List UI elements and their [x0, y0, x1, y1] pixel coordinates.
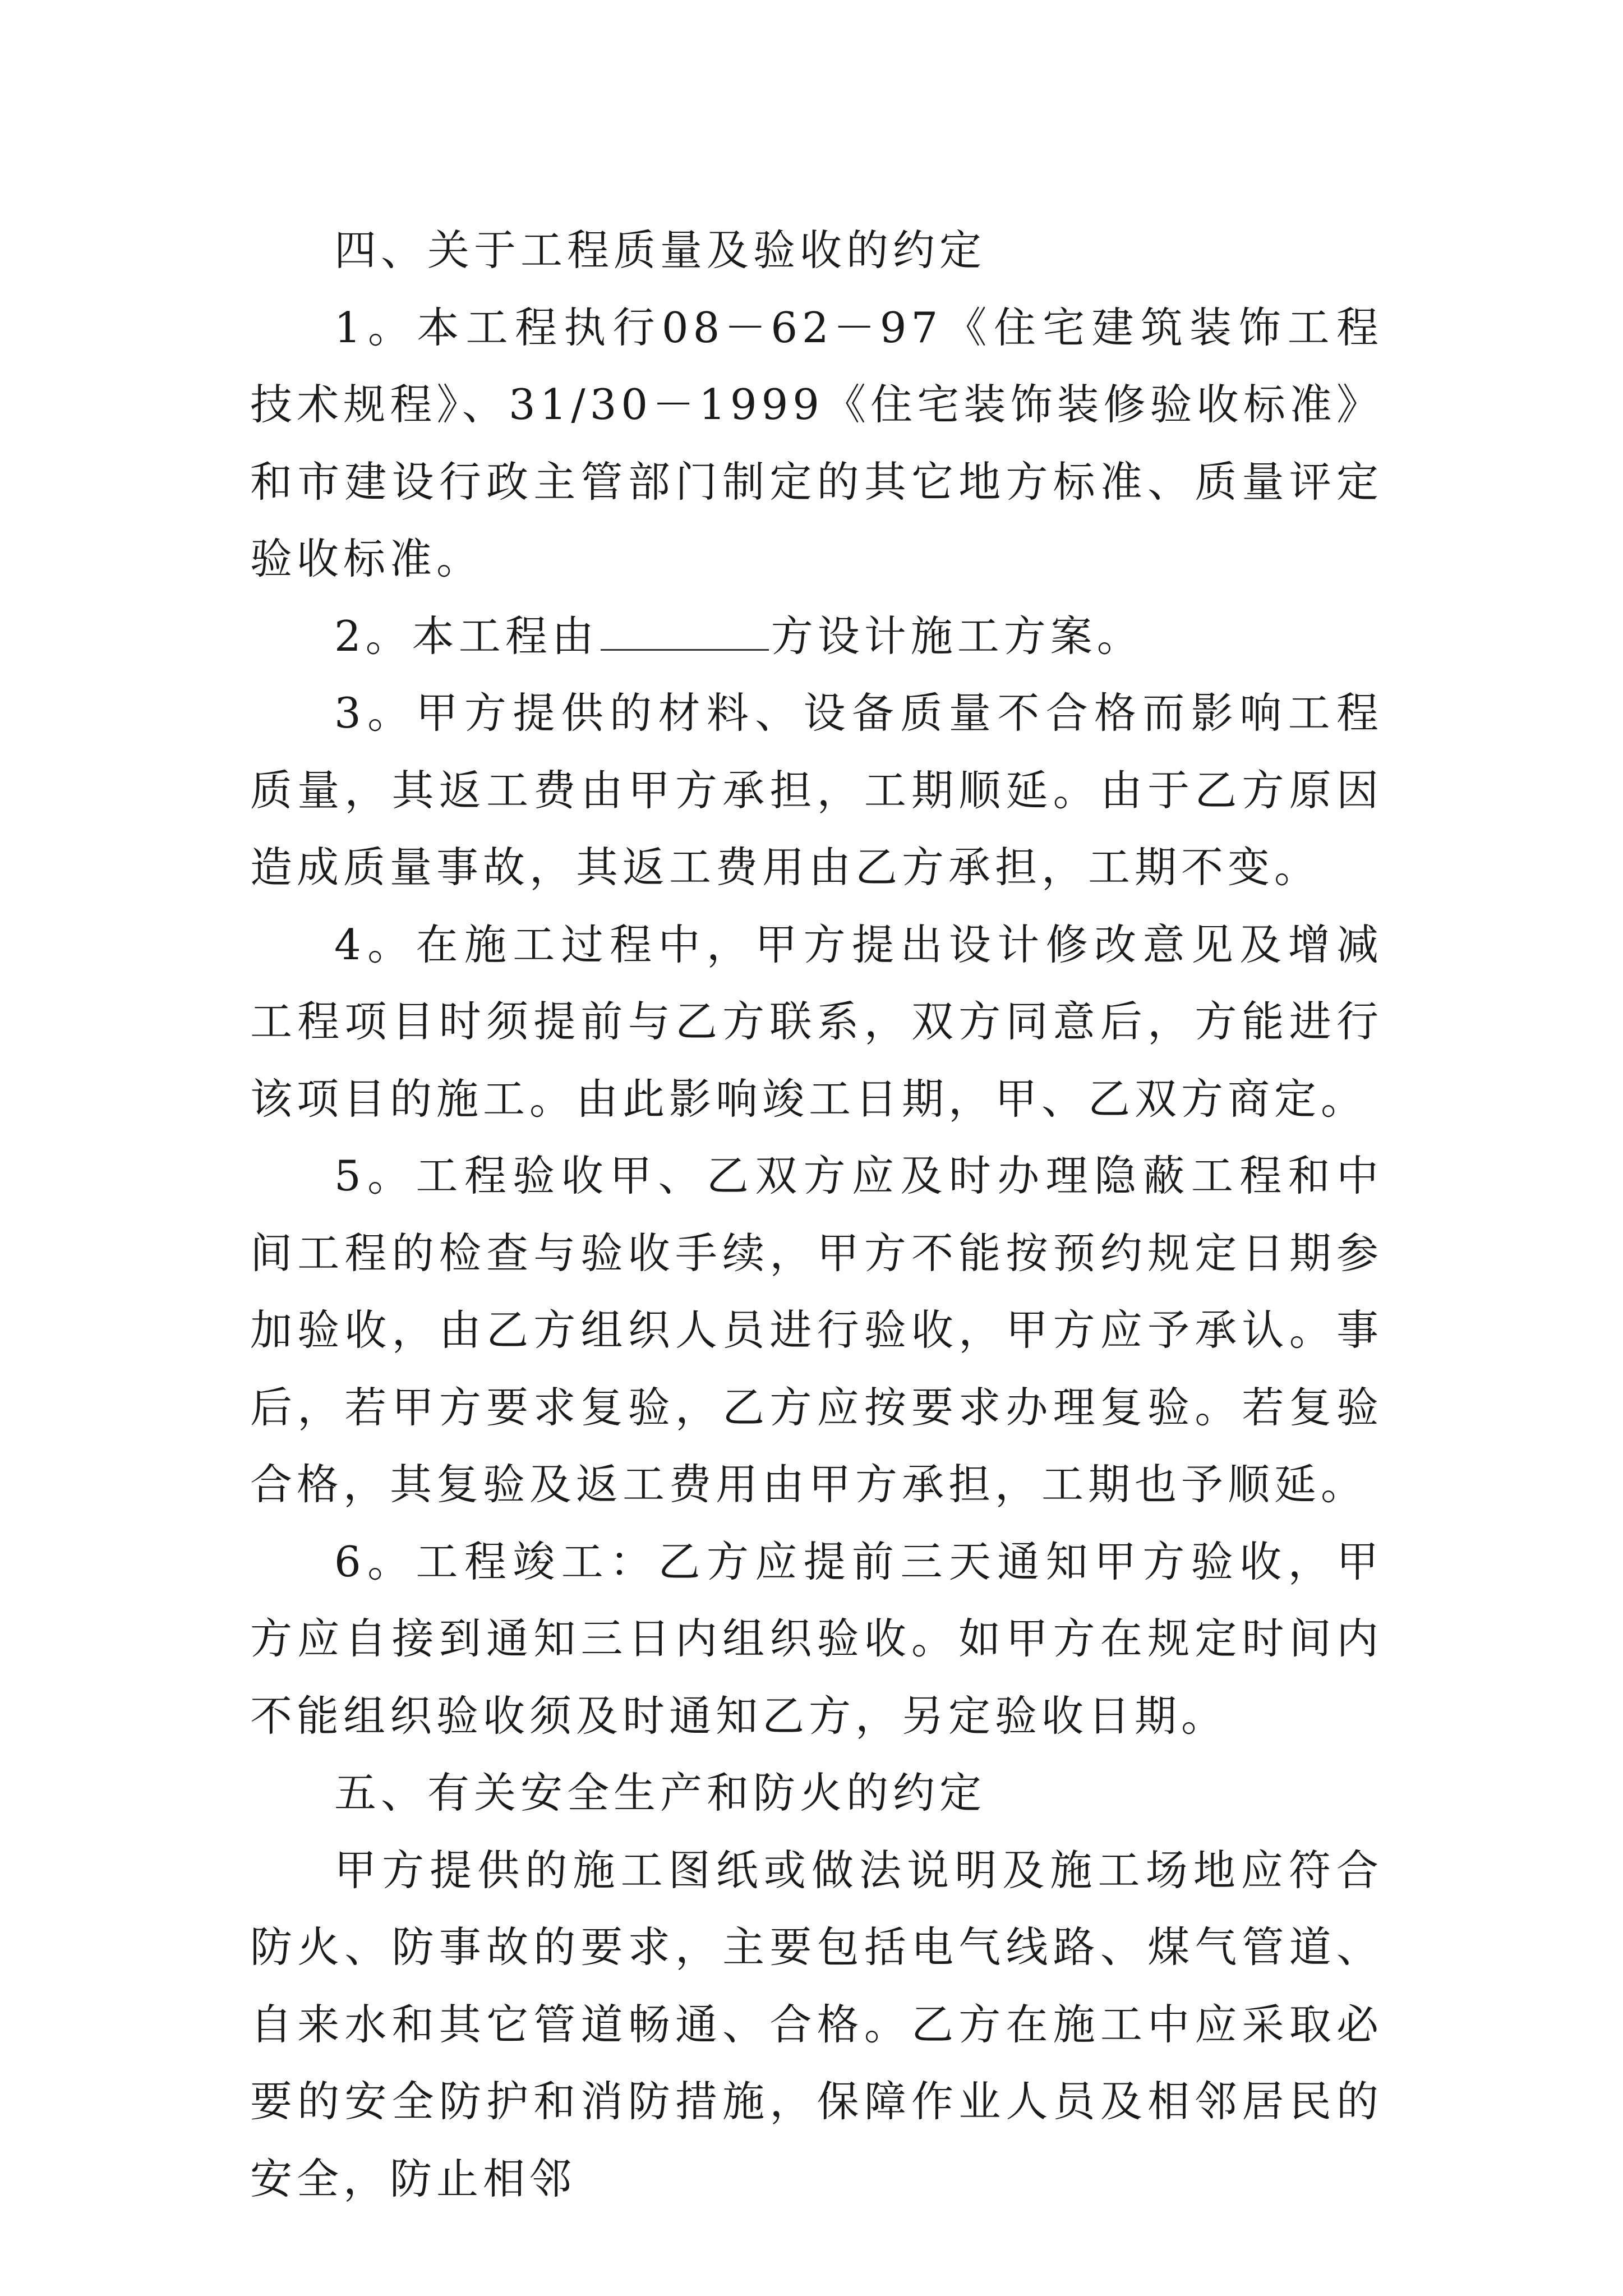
fill-in-blank: [601, 615, 769, 651]
clause-4-design-changes: 4。在施工过程中，甲方提出设计修改意见及增减工程项目时须提前与乙方联系，双方同意后，方能进行该项目的施工。由此影响竣工日期，甲、乙双方商定。: [250, 919, 1383, 1124]
document-body: [250, 212, 1383, 2217]
clause-1-standards: 1。本工程执行08－62－97《住宅建筑装饰工程技术规程》、31/30－1999《住宅装饰装修验收标准》和市建设行政主管部门制定的其它地方标准、质量评定验收标准。: [250, 302, 1383, 583]
clause-3-material-quality: 3。甲方提供的材料、设备质量不合格而影响工程质量，其返工费由甲方承担，工期顺延。由于乙方原因造成质量事故，其返工费用由乙方承担，工期不变。: [250, 688, 1383, 892]
clause-6-completion: 6。工程竣工：乙方应提前三天通知甲方验收，甲方应自接到通知三日内组织验收。如甲方在规定时间内不能组织验收须及时通知乙方，另定验收日期。: [250, 1536, 1383, 1741]
clause-2-text-after: 方设计施工方案。: [771, 611, 1144, 661]
clause-2-text-before: 2。本工程由: [334, 611, 598, 661]
safety-paragraph: 甲方提供的施工图纸或做法说明及施工场地应符合防火、防事故的要求，主要包括电气线路、煤气管道、自来水和其它管道畅通、合格。乙方在施工中应采取必要的安全防护和消防措施，保障作业人员及相邻居民的安全，防止相邻: [250, 1845, 1383, 2203]
section-heading-quality-acceptance: 四、关于工程质量及验收的约定: [334, 226, 986, 275]
section-heading-safety-fire: 五、有关安全生产和防火的约定: [334, 1768, 986, 1818]
clause-2-design-party: [250, 598, 1383, 675]
clause-5-inspection: 5。工程验收甲、乙双方应及时办理隐蔽工程和中间工程的检查与验收手续，甲方不能按预约规定日期参加验收，由乙方组织人员进行验收，甲方应予承认。事后，若甲方要求复验，乙方应按要求办理复验。若复验合格，其复验及返工费用由甲方承担，工期也予顺延。: [250, 1151, 1383, 1509]
